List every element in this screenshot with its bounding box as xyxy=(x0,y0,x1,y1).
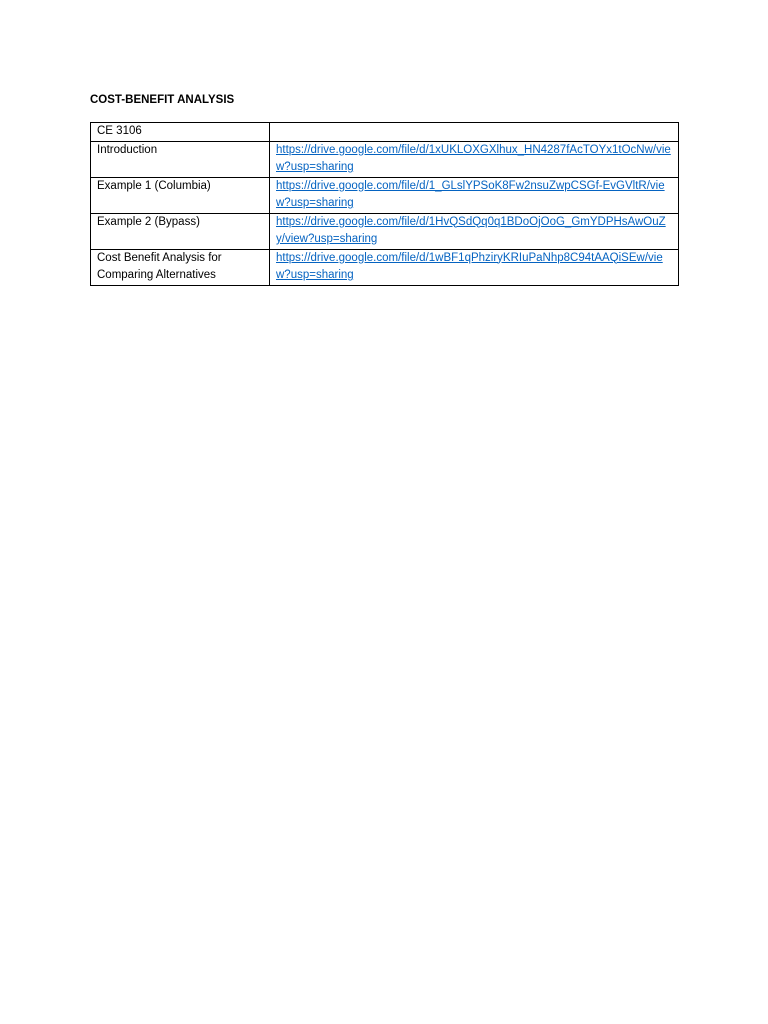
row-label: Introduction xyxy=(91,141,270,177)
row-link-cell xyxy=(270,213,679,249)
row-link-cell xyxy=(270,177,679,213)
links-table xyxy=(90,122,679,286)
example-2-link[interactable]: https://drive.google.com/file/d/1HvQSdQq0q1BDoOjOoG_GmYDPHsAwOuZy/view?usp=sharing xyxy=(276,215,666,245)
table-row xyxy=(91,213,679,249)
row-label: Cost Benefit Analysis for Comparing Alternatives xyxy=(91,249,270,285)
table-row xyxy=(91,141,679,177)
row-link-cell xyxy=(270,249,679,285)
introduction-link[interactable]: https://drive.google.com/file/d/1xUKLOXGXlhux_HN4287fAcTOYx1tOcNw/view?usp=sharing xyxy=(276,143,671,173)
row-link-cell xyxy=(270,141,679,177)
row-label: Example 1 (Columbia) xyxy=(91,177,270,213)
example-1-link[interactable]: https://drive.google.com/file/d/1_GLslYPSoK8Fw2nsuZwpCSGf-EvGVltR/view?usp=sharing xyxy=(276,179,665,209)
row-label: Example 2 (Bypass) xyxy=(91,213,270,249)
document-title: COST-BENEFIT ANALYSIS xyxy=(90,94,235,106)
comparing-alternatives-link[interactable]: https://drive.google.com/file/d/1wBF1qPhziryKRIuPaNhp8C94tAAQiSEw/view?usp=sharing xyxy=(276,251,663,281)
table-row xyxy=(91,177,679,213)
row-link-cell xyxy=(270,123,679,142)
table-row xyxy=(91,123,679,142)
row-label: CE 3106 xyxy=(91,123,270,142)
table-row xyxy=(91,249,679,285)
